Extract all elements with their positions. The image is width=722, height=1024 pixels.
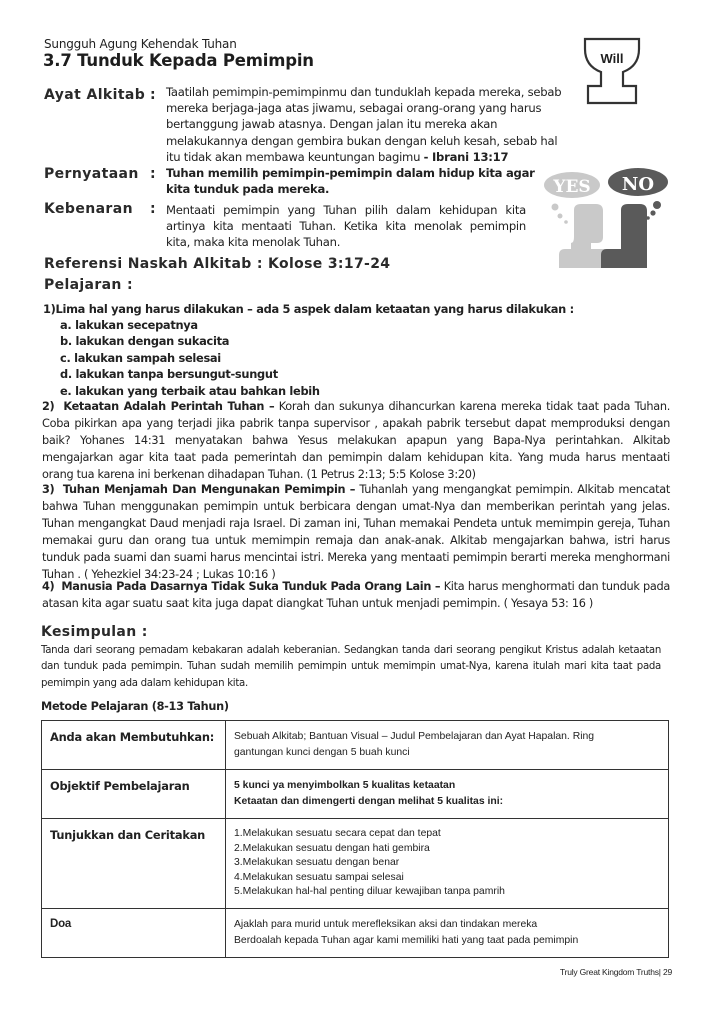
row-value: 1.Melakukan sesuatu secara cepat dan tepat 2.Melakukan sesuatu dengan hati gembira 3.Melakukan sesuatu dengan benar 4.Melakukan sesuatu sampai selesai 5.Melakukan hal-hal penting diluar kewajiban tanpa pamrih	[226, 819, 669, 909]
list-item: d. lakukan tanpa bersungut-sungut	[60, 367, 278, 382]
row-key: Objektif Pembelajaran	[42, 770, 226, 819]
section-subtitle: Sungguh Agung Kehendak Tuhan	[44, 37, 237, 51]
table-row	[42, 909, 669, 958]
conclusion-text: Tanda dari seorang pemadam kebakaran adalah keberanian. Sedangkan tanda dari seorang pengikut Kristus adalah ketaatan dan tunduk pada pemimpin. Tuhan sudah memilih pemimpin untuk memimpin umat-Nya, karena itulah mari kita taat pada pemimpin yang ada dalam kehidupan kita.	[41, 645, 661, 689]
point1-title: 1)Lima hal yang harus dilakukan – ada 5 aspek dalam ketaatan yang harus dilakukan :	[43, 302, 574, 316]
page-title: 3.7 Tunduk Kepada Pemimpin	[43, 51, 314, 70]
point4-title: Manusia Pada Dasarnya Tidak Suka Tunduk Pada Orang Lain –	[61, 580, 441, 593]
point1-list	[60, 317, 320, 399]
scripture-reference: Referensi Naskah Alkitab : Kolose 3:17-24	[44, 256, 391, 272]
kebenaran-colon: :	[150, 201, 156, 217]
pernyataan-label: Pernyataan	[44, 166, 139, 182]
list-item: c. lakukan sampah selesai	[60, 350, 221, 365]
row-key: Doa	[42, 909, 226, 958]
pernyataan-text: Tuhan memilih pemimpin-pemimpin dalam hidup kita agar kita tunduk pada mereka.	[166, 166, 535, 197]
row-value: Ajaklah para murid untuk merefleksikan aksi dan tindakan mereka Berdoalah kepada Tuhan agar kami memiliki hati yang taat pada pemimpin	[226, 909, 669, 958]
table-row	[42, 770, 669, 819]
lesson-heading: Pelajaran :	[44, 277, 133, 293]
row-key: Anda akan Membutuhkan:	[42, 721, 226, 770]
ayat-colon: :	[150, 87, 156, 103]
svg-text:YES: YES	[553, 177, 591, 197]
ayat-text: Taatilah pemimpin-pemimpinmu dan tunduklah kepada mereka, sebab mereka berjaga-jaga atas jiwamu, sebagai orang-orang yang harus bertanggung jawab atasnya. Dengan jalan itu mereka akan melakukannya dengan gembira bukan dengan keluh kesah, sebab hal itu tidak akan membawa keuntungan bagimu - Ibrani 13:17	[166, 85, 562, 164]
page-footer: Truly Great Kingdom Truths| 29	[559, 967, 672, 977]
list-item: e. lakukan yang terbaik atau bahkan lebih	[60, 383, 320, 398]
method-table	[41, 720, 669, 958]
pernyataan-colon: :	[150, 166, 156, 182]
list-item: a. lakukan secepatnya	[60, 318, 198, 332]
point2: 2) Ketaatan Adalah Perintah Tuhan – Korah dan sukunya dihancurkan karena mereka tidak taat pada Tuhan. Coba pikirkan apa yang terjadi jika pabrik tanpa supervisor , apakah pabrik tersebut dapat memproduksi dengan baik? Yohanes 14:31 menyatakan bahwa Yesus melakukan apapun yang Bapa-Nya perintahkan. Alkitab mengajarkan agar kita taat pada pemerintah dan pemimpin dalam kehidupan kita. Yang muda harus mentaati orang tua karena ini berkenan dihadapan Tuhan. (1 Petrus 2:13; 5:5 Kolose 3:20)	[42, 400, 670, 481]
kebenaran-label: Kebenaran	[44, 201, 133, 217]
point3: 3) Tuhan Menjamah Dan Mengunakan Pemimpin – Tuhanlah yang mengangkat pemimpin. Alkitab mencatat bahwa Tuhan menggunakan pemimpin untuk berbicara dengan umat-Nya dan memberikan perintah yang jelas. Tuhan mengangkat Daud menjadi raja Israel. Di zaman ini, Tuhan memakai Pendeta untuk memimpin gereja, Tuhan memakai guru dan orang tua untuk memimpin remaja dan anak-anak. Alkitab mengajarkan bahwa, istri harus tunduk pada suami dan suami harus mencintai istri. Mereka yang mentaati pemimpin berarti mereka menghormani Tuhan . ( Yehezkiel 34:23-24 ; Lukas 10:16 )	[42, 483, 671, 581]
point4: 4) Manusia Pada Dasarnya Tidak Suka Tunduk Pada Orang Lain – Kita harus menghormati dan tunduk pada atasan kita agar suatu saat kita juga dapat diangkat Tuhan untuk menjadi pemimpin. ( Yesaya 53: 16 )	[42, 580, 670, 610]
svg-text:NO: NO	[621, 174, 655, 195]
ayat-reference: - Ibrani 13:17	[423, 149, 509, 164]
goblet-icon	[583, 36, 641, 106]
kebenaran-text: Mentaati pemimpin yang Tuhan pilih dalam kehidupan kita artinya kita mentaati Tuhan. Ketika kita menolak pemimpin kita, maka kita menolak Tuhan.	[166, 203, 526, 250]
badge-label: Will	[600, 51, 624, 66]
yes-no-people-icon	[541, 165, 669, 270]
row-value: 5 kunci ya menyimbolkan 5 kualitas ketaatan Ketaatan dan dimengerti dengan melihat 5 kualitas ini:	[226, 770, 669, 819]
point2-title: Ketaatan Adalah Perintah Tuhan –	[63, 400, 275, 413]
method-title: Metode Pelajaran (8-13 Tahun)	[41, 700, 229, 713]
point3-title: Tuhan Menjamah Dan Mengunakan Pemimpin –	[62, 483, 356, 496]
table-row	[42, 819, 669, 909]
ayat-label: Ayat Alkitab	[44, 87, 146, 103]
table-row	[42, 721, 669, 770]
conclusion-heading: Kesimpulan :	[41, 624, 148, 640]
row-value: Sebuah Alkitab; Bantuan Visual – Judul Pembelajaran dan Ayat Hapalan. Ring gantungan kunci dengan 5 buah kunci	[226, 721, 669, 770]
row-key: Tunjukkan dan Ceritakan	[42, 819, 226, 909]
list-item: b. lakukan dengan sukacita	[60, 334, 230, 349]
